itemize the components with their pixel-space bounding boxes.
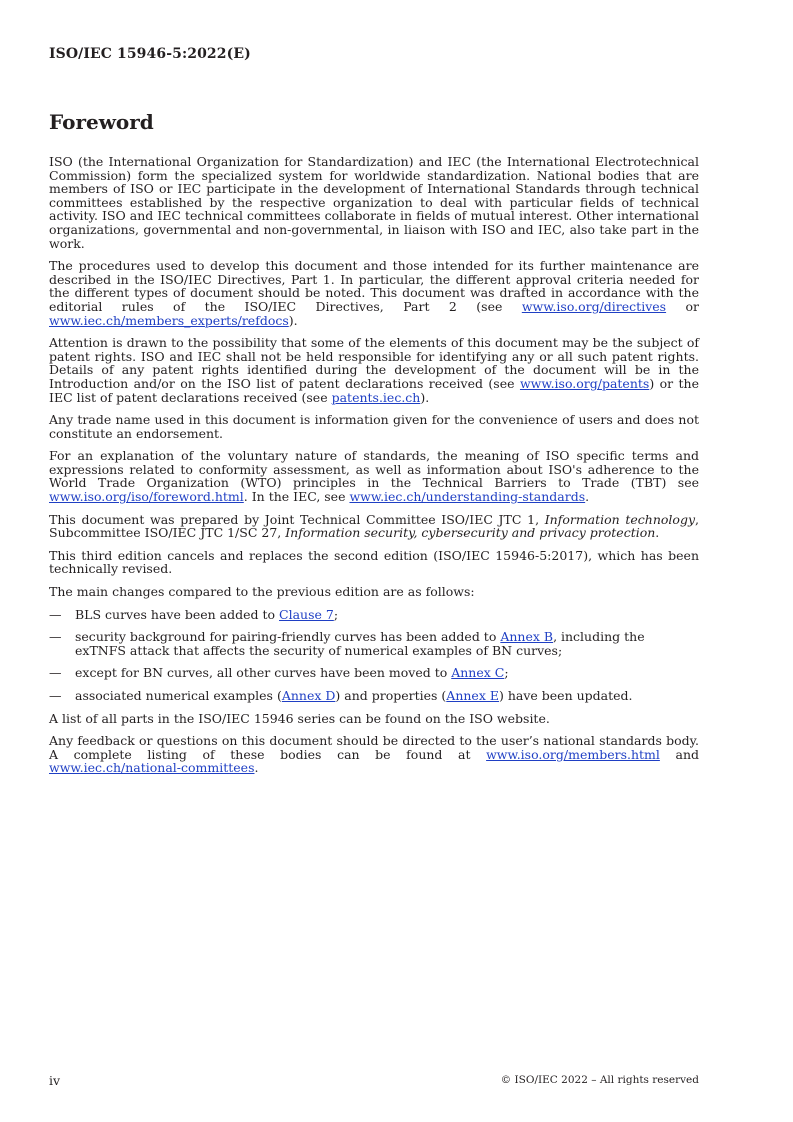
list-item: — BLS curves have been added to Clause 7; [49,606,339,622]
paragraph-procedures: The procedures used to develop this document and those intended for its further maintenance are described in the ISO/IEC Directives, Part 1. In particular, the different approval criteria needed for the different types of document should be noted. This document was drafted in accordance with the editorial rules of the ISO/IEC Directives, Part 2 (see www.iso.org/directives or www.iec.ch/members_experts/refdocs). [49,258,699,328]
changes-list [49,608,699,703]
list-item: — associated numerical examples (Annex D) and properties (Annex E) have been updated. [49,688,633,703]
copyright-notice: © ISO/IEC 2022 – All rights reserved [500,1074,699,1086]
paragraph-edition: This third edition cancels and replaces the second edition (ISO/IEC 15946-5:2017), which has been technically revised. [49,547,699,577]
clause-7-link[interactable]: Clause 7 [279,606,334,622]
paragraph-committee: This document was prepared by Joint Technical Committee ISO/IEC JTC 1, Information technology, Subcommittee ISO/IEC JTC 1/SC 27, Information security, cybersecurity and privacy protection. [49,511,699,541]
iec-understanding-link[interactable]: www.iec.ch/understanding-standards [349,489,586,505]
paragraph-trade-name: Any trade name used in this document is information given for the convenience of users and does not constitute an endorsement. [49,412,699,441]
iec-patents-link[interactable]: patents.iec.ch [331,389,421,405]
paragraph-voluntary-nature: For an explanation of the voluntary nature of standards, the meaning of ISO specific terms and expressions related to conformity assessment, as well as information about ISO's adherence to the World Trade Organization (WTO) principles in the Technical Barriers to Trade (TBT) see www.iso.org/iso/foreword.html. In the IEC, see www.iec.ch/understanding-standards. [49,448,699,505]
paragraph-feedback: Any feedback or questions on this document should be directed to the user’s national standards body. A complete listing of these bodies can be found at www.iso.org/members.html and www.iec.ch/national-committees. [49,733,699,776]
annex-b-link[interactable]: Annex B [500,629,554,645]
paragraph-organizations: ISO (the International Organization for Standardization) and IEC (the International Electrotechnical Commission) form the specialized system for worldwide standardization. National bodies that are members of ISO or IEC participate in the development of International Standards through technical committees established by the respective organization to deal with particular fields of technical activity. ISO and IEC technical committees collaborate in fields of mutual interest. Other international organizations, governmental and non-governmental, in liaison with ISO and IEC, also take part in the work. [49,154,699,251]
dash-bullet: — [49,606,62,622]
list-item: — except for BN curves, all other curves have been moved to Annex C; [49,665,509,681]
paragraph-series: A list of all parts in the ISO/IEC 15946 series can be found on the ISO website. [49,710,550,726]
iso-foreword-link[interactable]: www.iso.org/iso/foreword.html [49,489,244,505]
annex-d-link[interactable]: Annex D [281,688,336,703]
annex-c-link[interactable]: Annex C [451,665,505,681]
directives-link[interactable]: www.iso.org/directives [521,298,667,314]
iso-members-link[interactable]: www.iso.org/members.html [486,746,660,762]
document-id: ISO/IEC 15946-5:2022(E) [49,46,251,62]
paragraph-changes-intro: The main changes compared to the previous edition are as follows: [49,584,475,600]
list-item: — security background for pairing-friendly curves has been added to Annex B, including the exTNFS attack that affects the security of numerical examples of BN curves; [49,629,645,658]
dash-bullet: — [49,629,62,645]
dash-bullet: — [49,665,62,681]
iec-national-committees-link[interactable]: www.iec.ch/national-committees [49,760,255,776]
page-title: Foreword [49,110,154,134]
paragraph-patents: Attention is drawn to the possibility that some of the elements of this document may be the subject of patent rights. ISO and IEC shall not be held responsible for identifying any or all such patent rights. Details of any patent rights identified during the development of the document will be in the Introduction and/or on the ISO list of patent declarations received (see www.iso.org/patents) or the IEC list of patent declarations received (see patents.iec.ch). [49,335,700,405]
iso-patents-link[interactable]: www.iso.org/patents [519,375,650,391]
refdocs-link[interactable]: www.iec.ch/members_experts/refdocs [49,312,289,328]
annex-e-link[interactable]: Annex E [446,688,499,703]
page-number: iv [49,1073,61,1088]
foreword-body [49,155,699,784]
dash-bullet: — [49,688,62,703]
